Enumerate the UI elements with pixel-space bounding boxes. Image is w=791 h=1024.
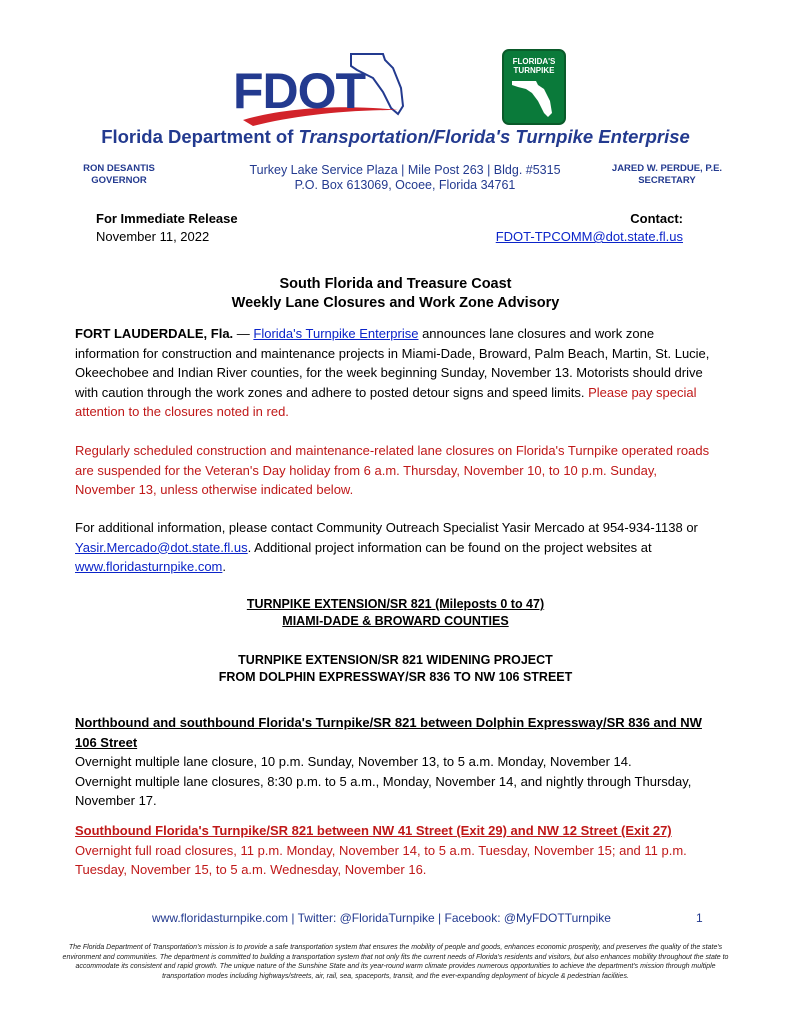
- contact-email-link[interactable]: FDOT-TPCOMM@dot.state.fl.us: [495, 229, 683, 244]
- secretary-block: [597, 163, 737, 187]
- project-heading: [0, 652, 791, 686]
- closure-1-line-1: Overnight multiple lane closure, 10 p.m. Sunday, November 13, to 5 a.m. Monday, November 14.: [75, 754, 632, 769]
- release-block: [96, 210, 238, 246]
- closure-2: [75, 821, 720, 880]
- holiday-notice: Regularly scheduled construction and maintenance-related lane closures on Florida's Turnpike operated roads are suspended for the Veteran's Day holiday from 6 a.m. Thursday, November 10, to 10 p.m. Sunday, November 13, unless otherwise indicated below.: [75, 443, 710, 497]
- project-line-2: FROM DOLPHIN EXPRESSWAY/SR 836 TO NW 106 STREET: [218, 670, 573, 684]
- agency-italic: Transportation/Florida's Turnpike Enterprise: [298, 126, 690, 147]
- info-text-3: .: [222, 559, 227, 574]
- closure-1-heading: Northbound and southbound Florida's Turnpike/SR 821 between Dolphin Expressway/SR 836 and NW 106 Street: [75, 715, 702, 750]
- secretary-title: SECRETARY: [638, 175, 696, 186]
- turnpike-logo-text: FLORIDA'S TURNPIKE: [512, 57, 556, 75]
- intro-text: announces lane closures and work zone information for construction and maintenance projects in Miami-Dade, Broward, Palm Beach, Martin, St. Lucie, Okeechobee and Indian River counties, for the week beginning Sunday, November 13. Motorists should drive with caution through the work zones and adhere to posted detour signs and speed limits.: [75, 326, 710, 400]
- governor-block: [64, 163, 174, 187]
- section-line-2: MIAMI-DADE & BROWARD COUNTIES: [282, 614, 509, 628]
- info-paragraph: [75, 518, 720, 577]
- intro-red-note: Please pay special attention to the closures noted in red.: [75, 384, 697, 419]
- closure-1: [75, 713, 720, 811]
- project-line-1: TURNPIKE EXTENSION/SR 821 WIDENING PROJECT: [238, 653, 553, 667]
- section-line-1: TURNPIKE EXTENSION/SR 821 (Mileposts 0 to 47): [246, 597, 545, 611]
- fdot-logo-text: FDOT: [233, 63, 366, 119]
- secretary-name: JARED W. PERDUE, P.E.: [611, 163, 723, 174]
- info-text-1: For additional information, please contact Community Outreach Specialist Yasir Mercado at 954-934-1138 or: [75, 520, 698, 535]
- address-line-1: Turkey Lake Service Plaza | Mile Post 263 | Bldg. #5315: [249, 163, 561, 177]
- page-number: 1: [696, 911, 703, 925]
- website-link[interactable]: www.floridasturnpike.com: [75, 559, 223, 574]
- section-heading: [0, 596, 791, 630]
- florida-map-icon: [510, 77, 558, 121]
- dateline-dash: —: [233, 326, 254, 341]
- turnpike-logo: [502, 49, 566, 125]
- closure-1-line-2: Overnight multiple lane closures, 8:30 p.m. to 5 a.m., Monday, November 14, and nightly through Thursday, November 17.: [75, 773, 692, 808]
- headline-line-2: Weekly Lane Closures and Work Zone Advisory: [231, 295, 560, 311]
- mission-statement: The Florida Department of Transportation's mission is to provide a safe transportation system that ensures the mobility of people and goods, enhances economic prosperity, and preserves the quality of the state's environment and communities. The department is committed to building a transportation system that not only fits the current needs of Florida's residents and visitors, but also enhances mobility throughout the state to accommodate its consistent and rapid growth. The unique nature of the Sunshine State and its year-round warm climate provides numerous opportunities to achieve the department's mission through multiple transportation modes including highways/streets, air, rail, sea, spaceports, transit, and the ever-expanding deployment of bicycle & pedestrian facilities.: [62, 944, 729, 980]
- release-label: For Immediate Release: [96, 211, 238, 226]
- address-line-2: P.O. Box 613069, Ocoee, Florida 34761: [294, 178, 516, 192]
- address-block: [230, 163, 580, 193]
- headline: [0, 275, 791, 313]
- contact-block: [496, 210, 683, 246]
- closure-2-heading: Southbound Florida's Turnpike/SR 821 between NW 41 Street (Exit 29) and NW 12 Street (Exit 27): [75, 823, 672, 838]
- fdot-logo: [233, 48, 408, 128]
- closure-2-text: Overnight full road closures, 11 p.m. Monday, November 14, to 5 a.m. Tuesday, November 15; and 11 p.m. Tuesday, November 15, to 5 a.m. Wednesday, November 16.: [75, 842, 687, 877]
- turnpike-enterprise-link[interactable]: Florida's Turnpike Enterprise: [253, 326, 419, 341]
- agency-prefix: Florida Department of: [101, 126, 299, 147]
- release-date: November 11, 2022: [96, 229, 210, 244]
- outreach-email-link[interactable]: Yasir.Mercado@dot.state.fl.us: [75, 539, 248, 555]
- info-text-2: . Additional project information can be found on the project websites at: [247, 539, 652, 555]
- governor-name: RON DESANTIS: [83, 163, 155, 174]
- governor-title: GOVERNOR: [91, 175, 147, 186]
- footer-links: www.floridasturnpike.com | Twitter: @FloridaTurnpike | Facebook: @MyFDOTTurnpike: [152, 911, 611, 925]
- dateline: FORT LAUDERDALE, Fla.: [75, 326, 234, 341]
- agency-name: [0, 126, 791, 148]
- contact-label: Contact:: [630, 211, 683, 226]
- intro-paragraph: [75, 324, 720, 422]
- headline-line-1: South Florida and Treasure Coast: [279, 276, 512, 292]
